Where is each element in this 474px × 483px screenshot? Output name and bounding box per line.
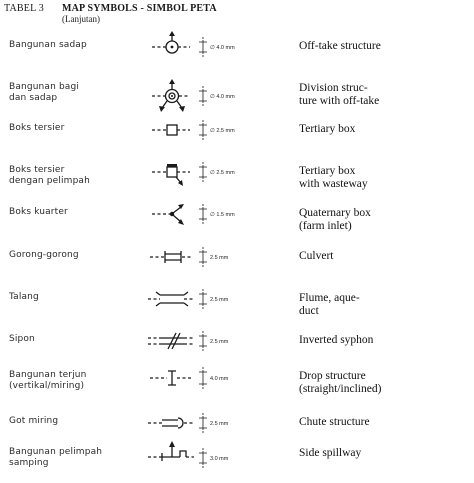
indonesian-term	[9, 447, 137, 469]
dimension-label: ∅ 2.5 mm	[210, 128, 235, 134]
dimension-label: 3.0 mm	[210, 456, 229, 462]
term-line: Boks kuarter	[9, 207, 68, 217]
dimension-label: ∅ 2.5 mm	[210, 170, 235, 176]
english-term	[299, 82, 469, 108]
indonesian-term	[9, 165, 137, 187]
english-term	[299, 123, 469, 136]
english-term	[299, 207, 469, 233]
english-term	[299, 250, 469, 263]
dimension-label: ∅ 1.5 mm	[210, 212, 235, 218]
english-term	[299, 292, 469, 318]
tertiary-box-symbol-icon	[140, 119, 290, 155]
term-line: Gorong-gorong	[9, 250, 79, 260]
term-line: Quaternary box	[299, 207, 371, 219]
table-subtitle: (Lanjutan)	[62, 14, 100, 24]
term-line: Drop structure	[299, 370, 366, 382]
indonesian-term	[9, 82, 137, 104]
quaternary-box-symbol-icon	[140, 203, 290, 239]
term-line: (vertikal/miring)	[9, 381, 85, 391]
dimension-label: 2.5 mm	[210, 339, 229, 345]
tertiary-box-wasteway-symbol-icon	[140, 161, 290, 197]
side-spillway-symbol-icon	[140, 439, 290, 475]
term-line: dan sadap	[9, 93, 58, 103]
term-line: Talang	[9, 292, 39, 302]
indonesian-term	[9, 123, 137, 134]
term-line: Flume, aque-	[299, 292, 360, 304]
indonesian-term	[9, 334, 137, 345]
term-line: Tertiary box	[299, 165, 356, 177]
dimension-label: 2.5 mm	[210, 255, 229, 261]
term-line: Culvert	[299, 250, 334, 262]
term-line: Bangunan sadap	[9, 40, 87, 50]
term-line: Off-take structure	[299, 40, 381, 52]
term-line: Bangunan pelimpah	[9, 447, 103, 457]
term-line: Bangunan terjun	[9, 370, 87, 380]
indonesian-term	[9, 416, 137, 427]
term-line: Bangunan bagi	[9, 82, 79, 92]
table-title: MAP SYMBOLS - SIMBOL PETA	[62, 3, 217, 14]
term-line: Inverted syphon	[299, 334, 374, 346]
term-line: (straight/inclined)	[299, 383, 382, 395]
indonesian-term	[9, 250, 137, 261]
dimension-label: 2.5 mm	[210, 297, 229, 303]
term-line: Boks tersier	[9, 165, 65, 175]
term-line: Sipon	[9, 334, 35, 344]
dimension-label: 2.5 mm	[210, 421, 229, 427]
english-term	[299, 40, 469, 53]
indonesian-term	[9, 207, 137, 218]
term-line: Division struc-	[299, 82, 368, 94]
english-term	[299, 447, 469, 460]
off-take-symbol-icon	[140, 36, 290, 72]
indonesian-term	[9, 370, 137, 392]
dimension-label: 4.0 mm	[210, 376, 229, 382]
division-off-take-symbol-icon	[140, 70, 290, 118]
table-label: TABEL 3	[4, 3, 44, 14]
term-line: Side spillway	[299, 447, 362, 459]
term-line: Boks tersier	[9, 123, 65, 133]
dimension-label: ∅ 4.0 mm	[210, 45, 235, 51]
term-line: with wasteway	[299, 178, 368, 190]
indonesian-term	[9, 40, 137, 51]
culvert-symbol-icon	[140, 246, 290, 282]
term-line: Tertiary box	[299, 123, 356, 135]
flume-symbol-icon	[140, 288, 290, 324]
drop-structure-symbol-icon	[140, 366, 290, 402]
term-line: ture with off-take	[299, 95, 380, 107]
english-term	[299, 370, 469, 396]
term-line: Chute structure	[299, 416, 370, 428]
term-line: samping	[9, 458, 49, 468]
indonesian-term	[9, 292, 137, 303]
english-term	[299, 416, 469, 429]
term-line: dengan pelimpah	[9, 176, 90, 186]
term-line: (farm inlet)	[299, 220, 352, 232]
dimension-label: ∅ 4.0 mm	[210, 94, 235, 100]
english-term	[299, 334, 469, 347]
english-term	[299, 165, 469, 191]
term-line: duct	[299, 305, 319, 317]
term-line: Got miring	[9, 416, 59, 426]
inverted-syphon-symbol-icon	[140, 330, 290, 366]
